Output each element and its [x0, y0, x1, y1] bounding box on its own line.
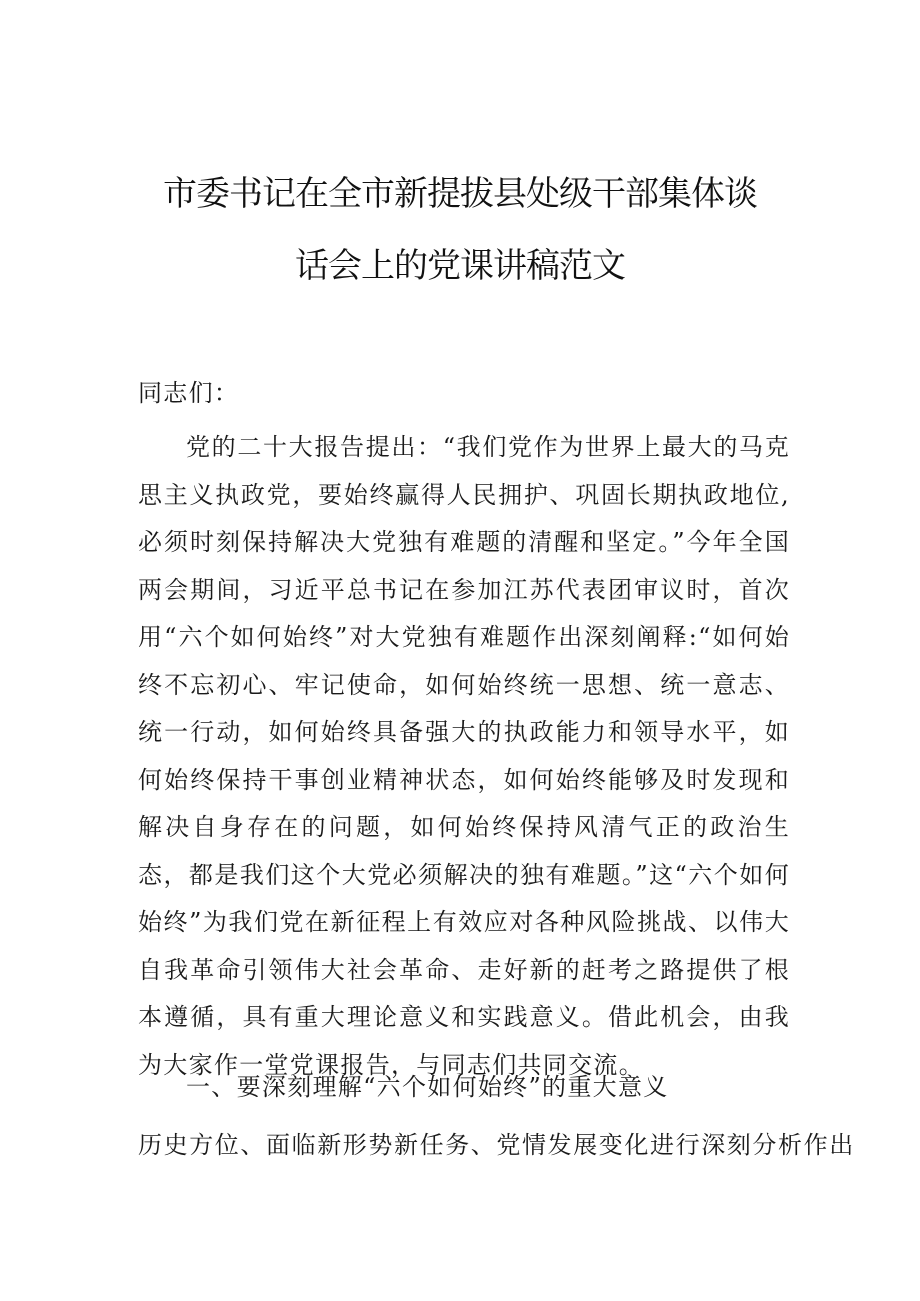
- paragraph-intro: 党的二十大报告提出：“我们党作为世界上最大的马克思主义执政党，要始终赢得人民拥护、巩固长期执政地位,必须时刻保持解决大党独有难题的清醒和坚定。”今年全国两会期间，习近平总书记在参加江苏代表团审议时，首次用“六个如何始终”对大党独有难题作出深刻阐释:“如何始终不忘初心、牢记使命，如何始终统一思想、统一意志、统一行动，如何始终具备强大的执政能力和领导水平，如何始终保持干事创业精神状态，如何始终能够及时发现和解决自身存在的问题，如何始终保持风清气正的政治生态，都是我们这个大党必须解决的独有难题。”这“六个如何始终”为我们党在新征程上有效应对各种风险挑战、以伟大自我革命引领伟大社会革命、走好新的赶考之路提供了根本遵循，具有重大理论意义和实践意义。借此机会，由我为大家作一堂党课报告，与同志们共同交流。: [138, 433, 790, 1079]
- salutation: 同志们：: [138, 379, 240, 407]
- section-heading-1: 一、要深刻理解“六个如何始终”的重大意义: [186, 1073, 669, 1101]
- document-title-line-2: 话会上的党课讲稿范文: [295, 246, 625, 286]
- document-title-line-1: 市委书记在全市新提拔县处级干部集体谈: [163, 174, 757, 214]
- paragraph-section-1: 历史方位、面临新形势新任务、党情发展变化进行深刻分析作出: [138, 1131, 855, 1159]
